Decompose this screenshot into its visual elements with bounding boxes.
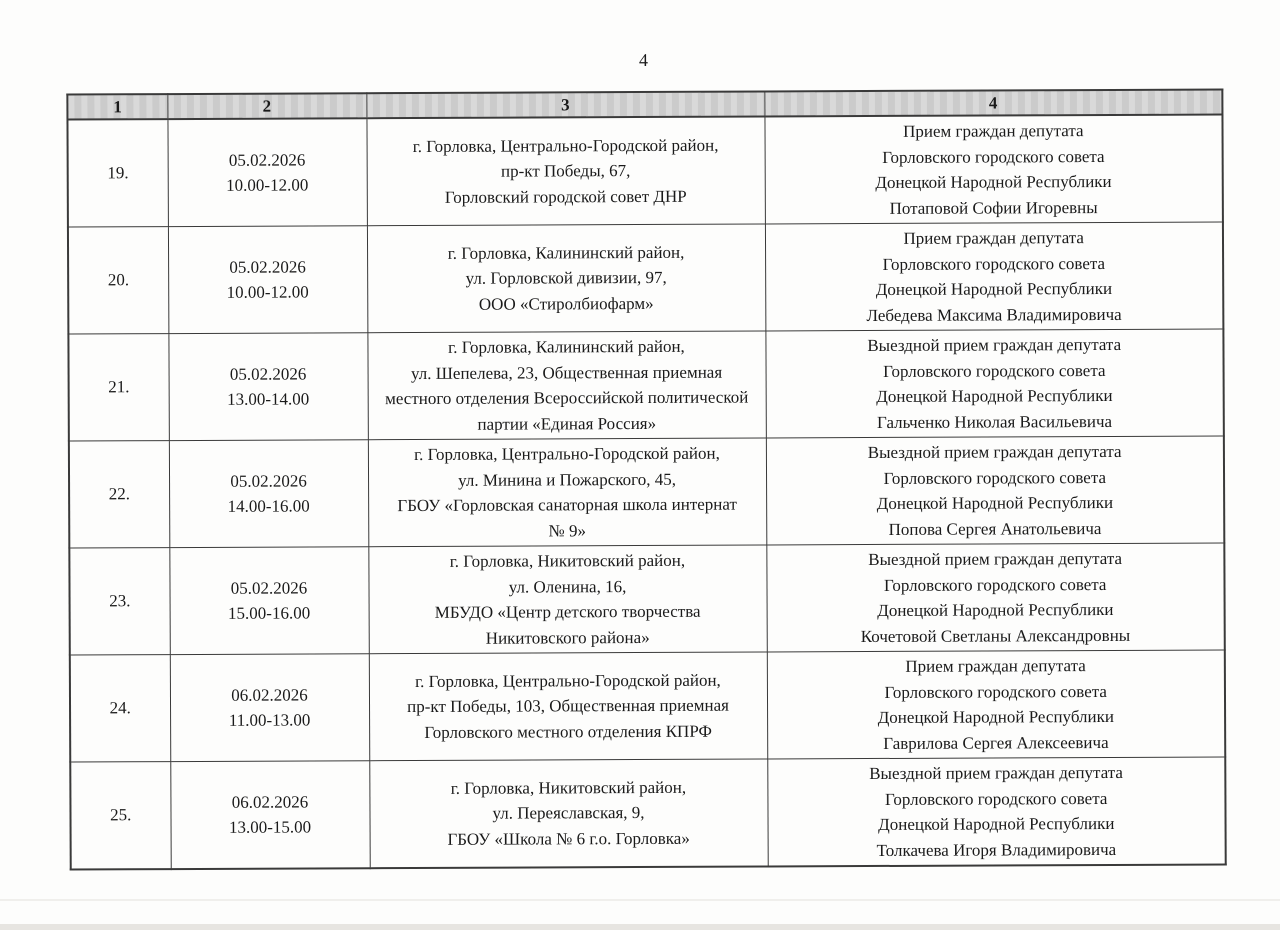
cell-description: Выездной прием граждан депутата Горловского городского совета Донецкой Народной Республики Гальченко Николая Васильевича (765, 329, 1223, 438)
cell-description: Выездной прием граждан депутата Горловского городского совета Донецкой Народной Республики Кочетовой Светланы Александровны (766, 543, 1224, 652)
cell-address: г. Горловка, Никитовский район, ул. Оленина, 16, МБУДО «Центр детского творчества Никитовского района» (368, 545, 766, 654)
header-cell-3: 3 (366, 91, 764, 118)
table-row (69, 543, 1224, 655)
cell-number: 23. (69, 548, 169, 655)
table-row (70, 650, 1225, 762)
cell-description: Прием граждан депутата Горловского городского совета Донецкой Народной Республики Потаповой Софии Игоревны (764, 114, 1222, 223)
header-cell-1: 1 (67, 94, 167, 119)
cell-datetime: 06.02.2026 13.00-15.00 (170, 761, 369, 869)
cell-number: 22. (69, 441, 169, 548)
scan-edge-strip (0, 924, 1280, 930)
table-row (67, 114, 1222, 227)
table-row (68, 222, 1223, 334)
cell-datetime: 05.02.2026 13.00-14.00 (168, 333, 367, 441)
cell-datetime: 06.02.2026 11.00-13.00 (170, 654, 369, 762)
cell-address: г. Горловка, Калининский район, ул. Шепелева, 23, Общественная приемная местного отделения Всероссийской политической партии «Единая Россия» (367, 331, 765, 440)
cell-description: Прием граждан депутата Горловского городского совета Донецкой Народной Республики Гаврилова Сергея Алексеевича (767, 650, 1225, 759)
cell-number: 24. (70, 655, 170, 762)
cell-description: Выездной прием граждан депутата Горловского городского совета Донецкой Народной Республики Толкачева Игоря Владимировича (767, 757, 1225, 866)
cell-description: Выездной прием граждан депутата Горловского городского совета Донецкой Народной Республики Попова Сергея Анатольевича (766, 436, 1224, 545)
cell-datetime: 05.02.2026 10.00-12.00 (168, 226, 367, 334)
cell-description: Прием граждан депутата Горловского городского совета Донецкой Народной Республики Лебедева Максима Владимировича (765, 222, 1223, 331)
cell-address: г. Горловка, Центрально-Городской район, пр-кт Победы, 103, Общественная приемная Горловского местного отделения КПРФ (369, 652, 767, 761)
cell-datetime: 05.02.2026 10.00-12.00 (167, 118, 366, 226)
cell-address: г. Горловка, Центрально-Городской район, пр-кт Победы, 67, Горловский городской совет ДНР (366, 116, 764, 225)
cell-number: 19. (67, 119, 167, 227)
cell-datetime: 05.02.2026 14.00-16.00 (169, 440, 368, 548)
header-cell-4: 4 (764, 89, 1222, 116)
page-number: 4 (66, 47, 1221, 73)
table-row (68, 329, 1223, 441)
cell-address: г. Горловка, Калининский район, ул. Горловской дивизии, 97, ООО «Стиролбиофарм» (367, 224, 765, 333)
cell-number: 25. (70, 762, 170, 870)
cell-number: 21. (68, 334, 168, 441)
cell-datetime: 05.02.2026 15.00-16.00 (169, 547, 368, 655)
table-row (70, 757, 1225, 870)
header-cell-2: 2 (167, 93, 366, 119)
cell-address: г. Горловка, Центрально-Городской район, ул. Минина и Пожарского, 45, ГБОУ «Горловская санаторная школа интернат № 9» (368, 438, 766, 547)
cell-number: 20. (68, 227, 168, 334)
table-row (69, 436, 1224, 548)
reception-schedule-table (66, 88, 1226, 870)
scan-artifact-line (0, 899, 1280, 901)
cell-address: г. Горловка, Никитовский район, ул. Переяславская, 9, ГБОУ «Школа № 6 г.о. Горловка» (369, 759, 767, 868)
